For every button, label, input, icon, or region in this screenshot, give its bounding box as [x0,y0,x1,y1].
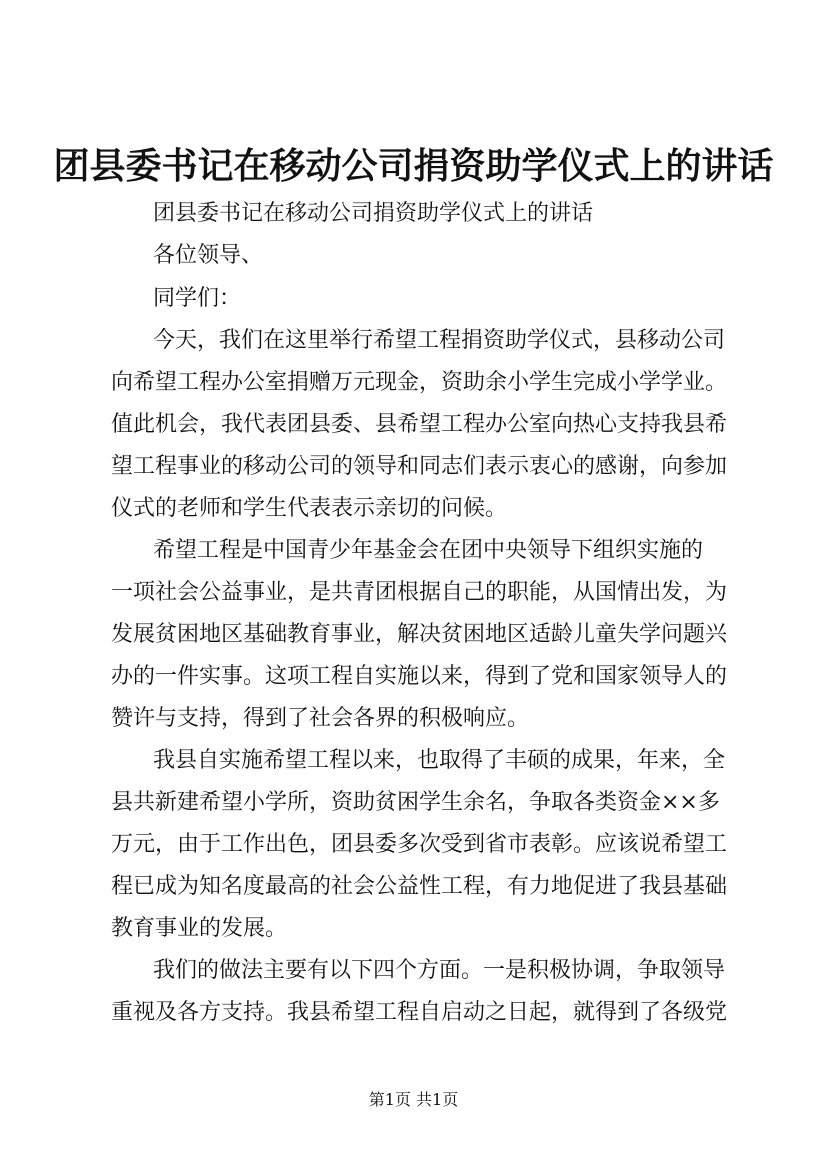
paragraph-line: 教育事业的发展。 [111,916,288,941]
salutation-students: 同学们： [153,286,242,311]
paragraph-line: 值此机会，我代表团县委、县希望工程办公室向热心支持我县希 [111,412,728,437]
paragraph-line: 仪式的老师和学生代表表示亲切的问候。 [111,496,508,521]
paragraph-line: 希望工程是中国青少年基金会在团中央领导下组织实施的 [153,538,704,563]
document-title: 团县委书记在移动公司捐资助学仪式上的讲话 [53,145,774,187]
paragraph-line: 重视及各方支持。我县希望工程自启动之日起，就得到了各级党 [111,1000,728,1025]
paragraph-line: 发展贫困地区基础教育事业，解决贫困地区适龄儿童失学问题兴 [111,622,728,647]
page-footer: 第1页 共1页 [368,1090,459,1109]
paragraph-line: 我们的做法主要有以下四个方面。一是积极协调，争取领导 [153,958,726,983]
paragraph-line: 办的一件实事。这项工程自实施以来，得到了党和国家领导人的 [111,664,728,689]
paragraph-line: 县共新建希望小学所，资助贫困学生余名，争取各类资金××多 [111,790,720,815]
paragraph-line: 望工程事业的移动公司的领导和同志们表示衷心的感谢，向参加 [111,454,728,479]
paragraph-line: 万元，由于工作出色，团县委多次受到省市表彰。应该说希望工 [111,832,728,857]
paragraph-line: 今天，我们在这里举行希望工程捐资助学仪式，县移动公司 [153,328,726,353]
paragraph-line: 我县自实施希望工程以来，也取得了丰硕的成果，年来，全 [153,748,726,773]
salutation-leaders: 各位领导、 [153,243,264,268]
paragraph-line: 赞许与支持，得到了社会各界的积极响应。 [111,706,530,731]
paragraph-line: 一项社会公益事业，是共青团根据自己的职能，从国情出发，为 [111,580,728,605]
paragraph-line: 程已成为知名度最高的社会公益性工程，有力地促进了我县基础 [111,874,728,899]
document-subtitle: 团县委书记在移动公司捐资助学仪式上的讲话 [153,201,594,226]
paragraph-line: 向希望工程办公室捐赠万元现金，资助余小学生完成小学学业。 [111,370,728,395]
